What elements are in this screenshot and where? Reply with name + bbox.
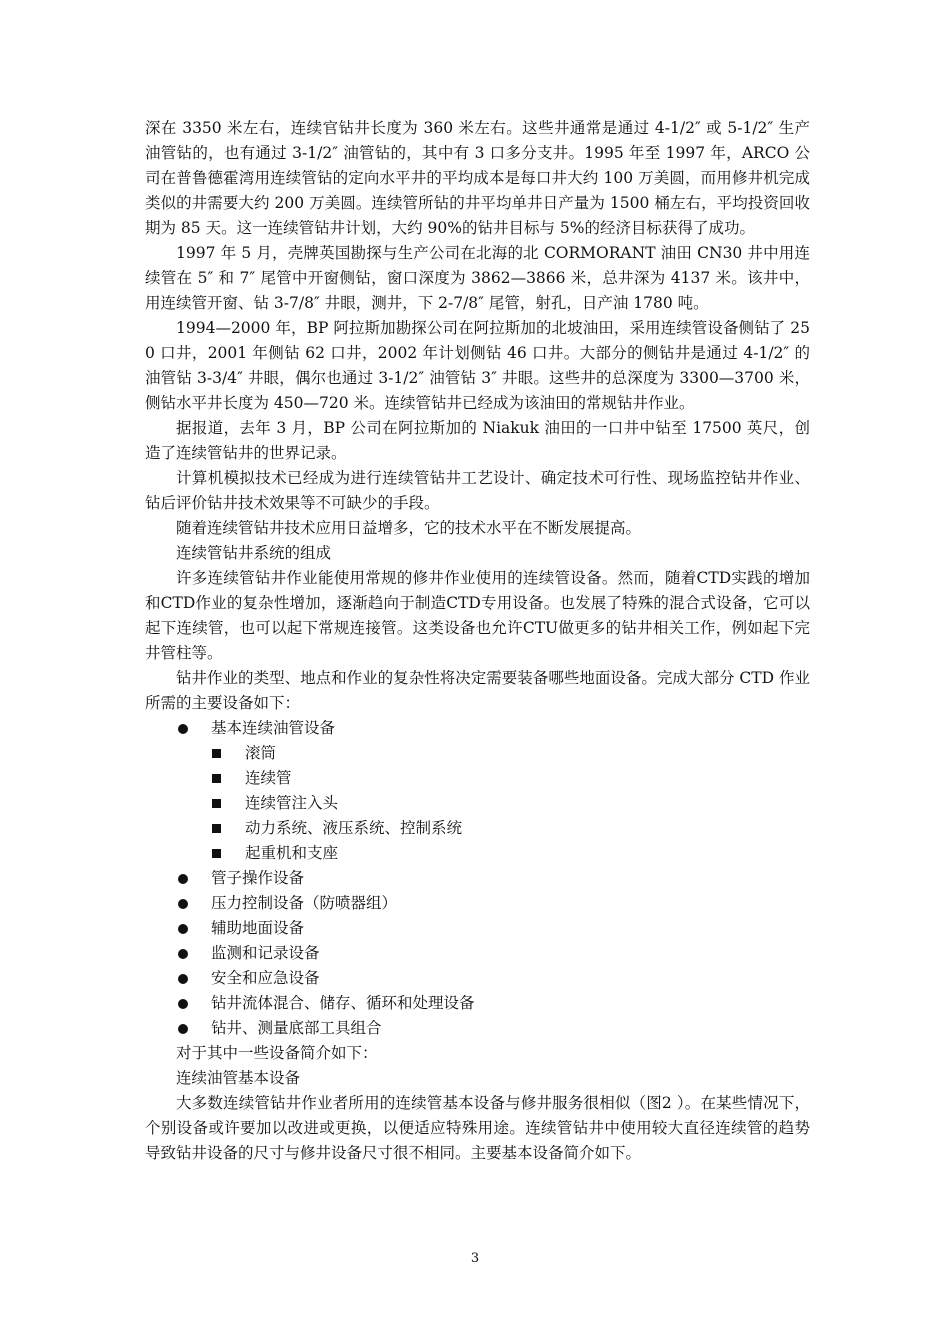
paragraph-group-bottom — [145, 1041, 810, 1166]
bullet-dot-icon — [178, 899, 188, 909]
sub-list-item — [145, 741, 810, 766]
sub-list-item-label: 连续管注入头 — [245, 794, 339, 812]
list-item — [145, 891, 810, 916]
bullet-dot-icon — [178, 974, 188, 984]
paragraph: 连续油管基本设备 — [176, 1069, 301, 1087]
bullet-dot-icon — [178, 924, 188, 934]
paragraph: 计算机模拟技术已经成为进行连续管钻井工艺设计、确定技术可行性、现场监控钻井作业、钻后评价钻井技术效果等不可缺少的手段。 — [145, 469, 810, 512]
list-item-label: 管子操作设备 — [211, 869, 305, 887]
sub-list-item — [145, 766, 810, 791]
paragraph: 许多连续管钻井作业能使用常规的修井作业使用的连续管设备。然而，随着CTD实践的增加和CTD作业的复杂性增加，逐渐趋向于制造CTD专用设备。也发展了特殊的混合式设备，它可以起下连续管，也可以起下常规连接管。这类设备也允许CTU做更多的钻井相关工作，例如起下完井管柱等。 — [145, 569, 810, 662]
bullet-dot-icon — [178, 999, 188, 1009]
sub-list-item-label: 连续管 — [245, 769, 292, 787]
paragraph-group-top — [145, 116, 810, 716]
paragraph: 大多数连续管钻井作业者所用的连续管基本设备与修井服务很相似（图2 ）。在某些情况下，个别设备或许要加以改进或更换，以便适应特殊用途。连续管钻井中使用较大直径连续管的趋势导致钻井设备的尺寸与修井设备尺寸很不相同。主要基本设备简介如下。 — [145, 1094, 810, 1162]
list-item-label: 辅助地面设备 — [211, 919, 305, 937]
sub-list-item-label: 滚筒 — [245, 744, 277, 762]
list-item — [145, 1016, 810, 1041]
bullet-dot-icon — [178, 949, 188, 959]
sub-list-item — [145, 791, 810, 816]
list-item-label: 安全和应急设备 — [211, 969, 320, 987]
page-number: 3 — [470, 1251, 480, 1266]
list-item-label: 基本连续油管设备 — [211, 719, 336, 737]
paragraph: 钻井作业的类型、地点和作业的复杂性将决定需要装备哪些地面设备。完成大部分 CTD 作业所需的主要设备如下： — [145, 669, 810, 712]
document-body — [145, 116, 810, 1166]
bullet-square-icon — [212, 824, 221, 833]
paragraph: 深在 3350 米左右，连续官钻井长度为 360 米左右。这些井通常是通过 4-1/2″ 或 5-1/2″ 生产油管钻的，也有通过 3-1/2″ 油管钻的，其中有 3 口多分支井。1995 年至 1997 年，ARCO 公司在普鲁德霍湾用连续管钻的定向水平井的平均成本是每口井大约 100 万美圆，而用修井机完成类似的井需要大约 200 万美圆。连续管所钻的井平均单井日产量为 1500 桶左右，平均投资回收期为 85 天。这一连续管钻井计划，大约 90%的钻井目标与 5%的经济目标获得了成功。 — [145, 119, 810, 237]
bullet-square-icon — [212, 749, 221, 758]
paragraph: 连续管钻井系统的组成 — [176, 544, 332, 562]
list-item — [145, 941, 810, 966]
bullet-dot-icon — [178, 1024, 188, 1034]
list-item — [145, 916, 810, 941]
bullet-square-icon — [212, 849, 221, 858]
equipment-list — [145, 716, 810, 1041]
bullet-dot-icon — [178, 874, 188, 884]
sub-list-item — [145, 841, 810, 866]
sub-list-item-label: 动力系统、液压系统、控制系统 — [245, 819, 463, 837]
list-item — [145, 991, 810, 1016]
list-item — [145, 716, 810, 741]
sub-list-item-label: 起重机和支座 — [245, 844, 339, 862]
bullet-square-icon — [212, 799, 221, 808]
bullet-square-icon — [212, 774, 221, 783]
list-item-label: 钻井流体混合、储存、循环和处理设备 — [211, 994, 475, 1012]
sub-list-item — [145, 816, 810, 841]
list-item — [145, 966, 810, 991]
list-item-label: 监测和记录设备 — [211, 944, 320, 962]
paragraph: 据报道，去年 3 月，BP 公司在阿拉斯加的 Niakuk 油田的一口井中钻至 17500 英尺，创造了连续管钻井的世界记录。 — [145, 419, 810, 462]
list-item — [145, 866, 810, 891]
list-item-label: 钻井、测量底部工具组合 — [211, 1019, 382, 1037]
paragraph: 1994—2000 年，BP 阿拉斯加勘探公司在阿拉斯加的北坡油田，采用连续管设备侧钻了 250 口井，2001 年侧钻 62 口井，2002 年计划侧钻 46 口井。大部分的侧钻井是通过 4-1/2″ 的油管钻 3-3/4″ 井眼，偶尔也通过 3-1/2″ 油管钻 3″ 井眼。这些井的总深度为 3300—3700 米，侧钻水平井长度为 450—720 米。连续管钻井已经成为该油田的常规钻井作业。 — [145, 319, 810, 412]
paragraph: 对于其中一些设备简介如下： — [176, 1044, 378, 1062]
list-item-label: 压力控制设备（防喷器组） — [211, 894, 398, 912]
paragraph: 1997 年 5 月，壳牌英国勘探与生产公司在北海的北 CORMORANT 油田 CN30 井中用连续管在 5″ 和 7″ 尾管中开窗侧钻，窗口深度为 3862—3866 米，总井深为 4137 米。该井中，用连续管开窗、钻 3-7/8″ 井眼，测井，下 2-7/8″ 尾管，射孔，日产油 1780 吨。 — [145, 244, 810, 312]
bullet-dot-icon — [178, 724, 188, 734]
paragraph: 随着连续管钻井技术应用日益增多，它的技术水平在不断发展提高。 — [176, 519, 642, 537]
